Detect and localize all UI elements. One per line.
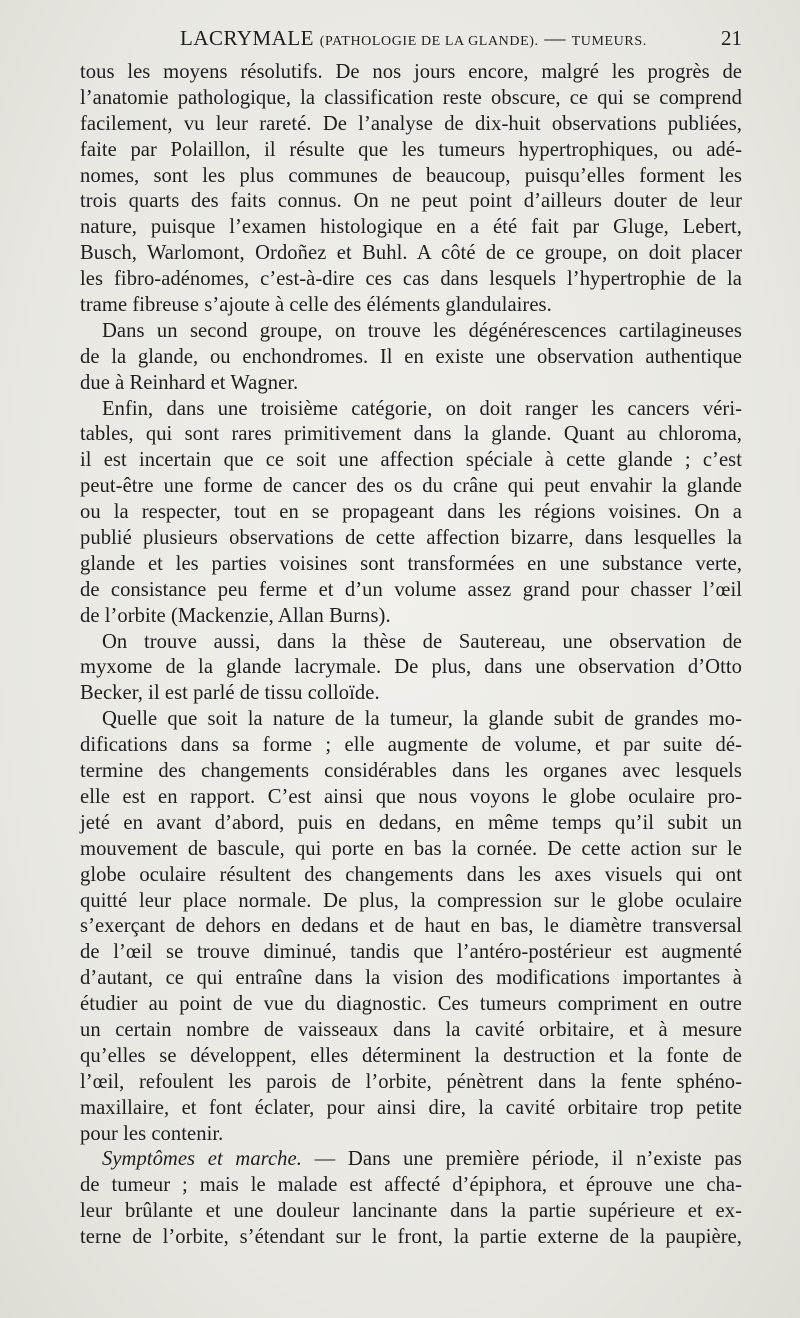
text-line: quitté leur place normale. De plus, la compression sur le globe oculaire [80,889,742,912]
running-title-subtitle: (PATHOLOGIE DE LA GLANDE). [319,34,539,49]
text-line: publié plusieurs observations de cette affection bizarre, dans lesquelles la [80,527,742,550]
text-line: de consistance peu ferme et d’un volume assez grand pour chasser l’œil [80,578,742,601]
text-line: globe oculaire résultent des changements dans les axes visuels qui ont [80,863,742,886]
running-title-section: TUMEURS. [571,34,647,49]
page-number: 21 [721,26,742,50]
text-line: glande et les parties voisines sont transformées en une substance verte, [80,552,742,575]
text-line: On trouve aussi, dans la thèse de Sautereau, une observation de [102,630,742,653]
text-line: terne de l’orbite, s’étendant sur le front, la partie externe de la paupière, [80,1226,742,1249]
text-line: étudier au point de vue du diagnostic. Ces tumeurs compriment en outre [80,993,742,1016]
text-line: maxillaire, et font éclater, pour ainsi dire, la cavité orbitaire trop petite [80,1096,742,1119]
text-line: il est incertain que ce soit une affection spéciale à cette glande ; c’est [80,449,742,472]
text-line: trame fibreuse s’ajoute à celle des éléments glandulaires. [80,294,552,317]
text-line: Dans un second groupe, on trouve les dégénérescences cartilagineuses [102,319,742,342]
text-line: peut-être une forme de cancer des os du crâne qui peut envahir la glande [80,475,742,498]
text-line [80,1147,742,1173]
text-line: d’autant, ce qui entraîne dans la vision des modifications importantes à [80,967,742,990]
text-line: trois quarts des faits connus. On ne peut point d’ailleurs douter de leur [80,190,742,213]
text-line: facilement, vu leur rareté. De l’analyse de dix-huit observations publiées, [80,112,742,135]
text-line: due à Reinhard et Wagner. [80,371,299,394]
text-line: qu’elles se développent, elles déterminent la destruction et la fonte de [80,1044,742,1067]
text-line: tous les moyens résolutifs. De nos jours encore, malgré les progrès de [80,61,742,83]
text-line: Enfin, dans une troisième catégorie, on doit ranger les cancers véri- [102,397,742,420]
text-line: pour les contenir. [80,1122,224,1145]
text-line: termine des changements considérables dans les organes avec lesquels [80,760,742,783]
text-line: leur brûlante et une douleur lancinante dans la partie supérieure et ex- [80,1200,742,1223]
text-line: un certain nombre de vaisseaux dans la cavité orbitaire, et à mesure [80,1018,742,1041]
text-line: ou la respecter, tout en se propageant dans les régions voisines. On a [80,501,742,524]
text-line: Becker, il est parlé de tissu colloïde. [80,682,380,705]
text-line: de tumeur ; mais le malade est affecté d’épiphora, et éprouve une cha- [80,1174,742,1197]
text-line: les fibro-adénomes, c’est-à-dire ces cas dans lesquels l’hypertrophie de la [80,268,742,291]
text-line: tables, qui sont rares primitivement dans la glande. Quant au chloroma, [80,423,742,446]
text-line: Quelle que soit la nature de la tumeur, la glande subit de grandes mo- [102,708,742,731]
text-line: mouvement de bascule, qui porte en bas la cornée. De cette action sur le [80,837,742,860]
body-text [80,60,742,1251]
text-line: de la glande, ou enchondromes. Il en existe une observation authentique [80,345,742,368]
text-line: nomes, sont les plus communes de beaucoup, puisqu’elles forment les [80,164,742,187]
text-line: Busch, Warlomont, Ordoñez et Buhl. A côté de ce groupe, on doit placer [80,242,742,265]
text-line: difications dans sa forme ; elle augmente de volume, et par suite dé- [80,734,742,757]
text-line: de l’orbite (Mackenzie, Allan Burns). [80,604,391,627]
running-title-dash: — [544,26,566,50]
running-header [80,26,742,60]
text-line-rest: — Dans une première période, il n’existe pas [301,1148,742,1171]
text-line: s’exerçant de dehors en dedans et de haut en bas, le diamètre transversal [80,915,742,938]
running-title-main: LACRYMALE [180,26,315,50]
running-title [180,26,647,51]
text-line: nature, puisque l’examen histologique en a été fait par Gluge, Lebert, [80,216,742,239]
text-line: de l’œil se trouve diminué, tandis que l’antéro-postérieur est augmenté [80,941,742,964]
section-heading-italic: Symptômes et marche. [102,1148,302,1171]
text-line: myxome de la glande lacrymale. De plus, dans une observation d’Otto [80,656,742,679]
text-line: faite par Polaillon, il résulte que les tumeurs hypertrophiques, ou adé- [80,138,742,161]
text-line: l’anatomie pathologique, la classification reste obscure, ce qui se comprend [80,86,742,109]
text-line: jeté en avant d’abord, puis en dedans, en même temps qu’il subit un [80,811,742,834]
text-line: l’œil, refoulent les parois de l’orbite, pénètrent dans la fente sphéno- [80,1070,742,1093]
text-line: elle est en rapport. C’est ainsi que nous voyons le globe oculaire pro- [80,785,742,808]
